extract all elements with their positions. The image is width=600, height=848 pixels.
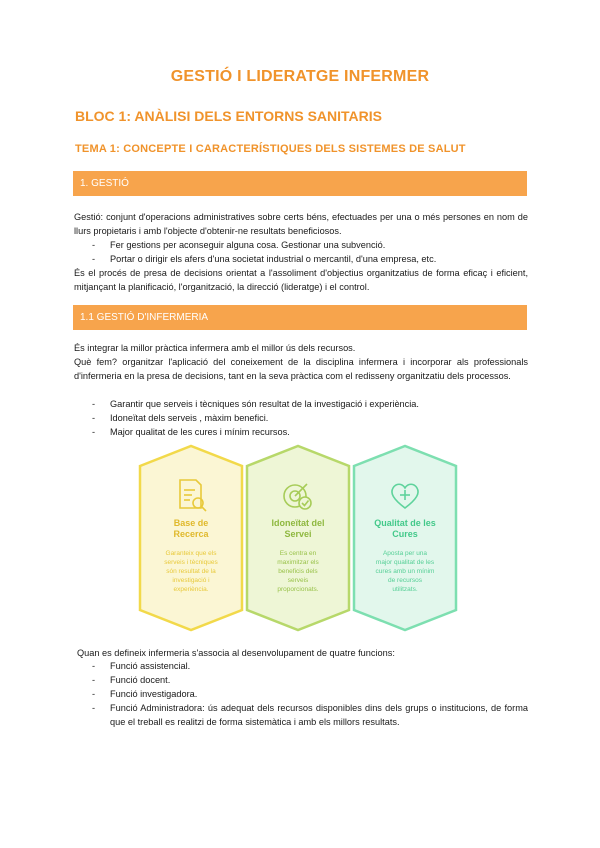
list-item: - Funció Administradora: ús adequat dels recursos disponibles dins dels grups o institucions, de forma que el treball es realitzi de forma sistemàtica i amb els millors resultats. (92, 703, 528, 727)
card-desc: beneficis dels (278, 568, 318, 575)
card-desc: major qualitat de les (375, 559, 435, 566)
gestio-paragraph: És el procés de presa de decisions orientat a l'assoliment d'objectius organitzatius de forma eficaç i eficient, mitjançant la planificació, l'organització, la direcció (lideratge) i el control. (74, 268, 528, 292)
card-title: Recerca (173, 529, 209, 539)
infermeria-line1: És integrar la millor pràctica infermera amb el millor ús dels recursos. (74, 343, 356, 353)
card-desc: experiència. (173, 586, 209, 593)
card-desc: de recursos (388, 577, 422, 584)
card-title: Base de (173, 518, 209, 528)
document-title: GESTIÓ I LIDERATGE INFERMER (170, 68, 430, 85)
card-desc: serveis (287, 577, 309, 584)
card-desc: Aposta per una (382, 550, 428, 557)
section-header-gestio-infermeria: 1.1 GESTIÓ D'INFERMERIA (73, 305, 527, 330)
card-desc: Es centra en (279, 550, 317, 557)
card-idoneitat-del-servei (247, 446, 349, 630)
gestio-definition (74, 210, 528, 238)
funcions-intro: Quan es defineix infermeria s'associa al desenvolupament de quatre funcions: (77, 648, 395, 658)
card-desc: serveis i tècniques (164, 559, 218, 566)
list-item: - Fer gestions per aconseguir alguna cosa. Gestionar una subvenció. (92, 240, 386, 250)
list-item: - Funció investigadora. (92, 689, 198, 699)
card-title: Servei (284, 529, 312, 539)
list-item: - Major qualitat de les cures i mínim recursos. (92, 427, 290, 437)
list-item: - Garantir que serveis i tècniques són resultat de la investigació i experiència. (92, 399, 419, 409)
card-desc: maximitzar els (277, 559, 319, 566)
tema-heading: TEMA 1: CONCEPTE I CARACTERÍSTIQUES DELS SISTEMES DE SALUT (75, 143, 466, 155)
card-desc: són resultat de la (166, 568, 216, 575)
infermeria-line2: Què fem? organitzar l'aplicació del coneixement de la disciplina infermera i incorporar als professionals d'infermeria en la presa de decisions, tant en la seva pràctica com el redisseny organitzatiu dels processos. (74, 357, 528, 381)
card-desc: cures amb un mínim (375, 568, 435, 575)
card-title: Cures (392, 529, 418, 539)
card-qualitat-de-les-cures (354, 446, 456, 630)
list-item: - Funció docent. (92, 675, 171, 685)
card-base-de-recerca (140, 446, 242, 630)
card-desc: investigació i (172, 577, 210, 584)
list-item: - Funció assistencial. (92, 661, 191, 671)
card-desc: proporcionats. (277, 586, 319, 593)
card-desc: utilitzats. (392, 586, 418, 593)
list-item: - Portar o dirigir els afers d'una societat industrial o mercantil, d'una empresa, etc. (92, 254, 437, 264)
infographic (135, 440, 465, 640)
definition-text: conjunt d'operacions administratives sobre certs béns, efectuades per una o més persones en nom de llurs propietaris i amb l'objecte d'obtenir-ne resultats beneficiosos. (74, 212, 528, 236)
card-desc: Garanteix que els (165, 550, 217, 557)
bloc-heading: BLOC 1: ANÀLISI DELS ENTORNS SANITARIS (75, 108, 382, 124)
card-title: Qualitat de les (374, 518, 436, 528)
list-item: - Idoneïtat dels serveis , màxim benefici. (92, 413, 269, 423)
card-title: Idoneïtat del (271, 518, 325, 528)
section-header-gestio: 1. GESTIÓ (73, 171, 527, 196)
definition-label: Gestió: (74, 212, 104, 222)
